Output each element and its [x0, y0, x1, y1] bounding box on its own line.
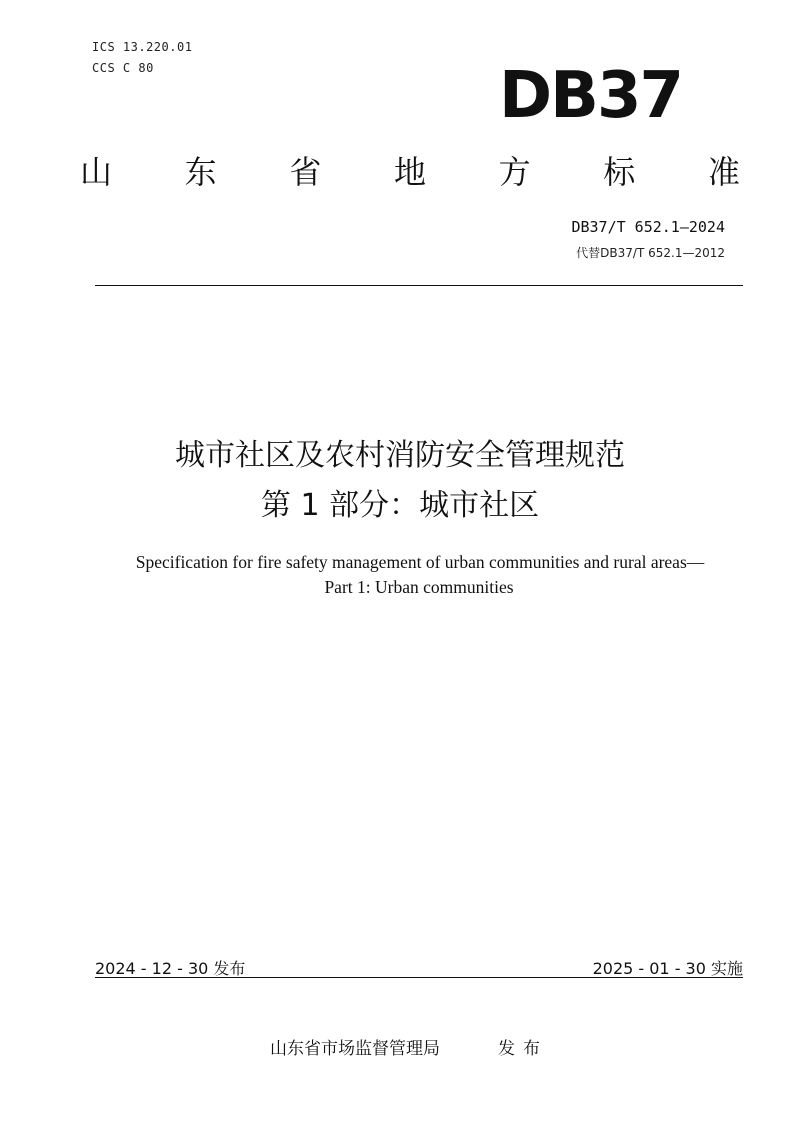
db37-logo: DB37	[499, 59, 682, 133]
standard-type-char: 省	[289, 153, 322, 191]
title-en-line1: Specification for fire safety management of urban communities and rural areas—	[135, 552, 705, 572]
standard-type-char: 方	[498, 153, 531, 191]
implementation-date: 2025 - 01 - 30 实施	[592, 959, 743, 978]
issuing-action: 发布	[498, 1039, 548, 1059]
standard-type-char: 标	[603, 153, 636, 191]
standard-type-char: 山	[80, 153, 113, 191]
standard-type-char: 准	[707, 153, 740, 191]
standard-type-heading	[80, 152, 740, 192]
header-divider	[95, 285, 743, 286]
ccs-code: CCS C 80	[92, 61, 154, 75]
footer-divider	[95, 977, 743, 978]
issue-date: 2024 - 12 - 30 发布	[95, 959, 246, 978]
standard-type-char: 地	[393, 153, 426, 191]
standard-type-char: 东	[184, 153, 217, 191]
ics-code: ICS 13.220.01	[92, 40, 193, 54]
issuing-authority: 山东省市场监督管理局	[270, 1039, 440, 1059]
title-cn-line1: 城市社区及农村消防安全管理规范	[175, 438, 625, 473]
title-en-line2: Part 1: Urban communities	[324, 577, 514, 597]
replaced-standard: 代替DB37/T 652.1—2012	[576, 246, 725, 260]
standard-number: DB37/T 652.1—2024	[571, 218, 725, 236]
title-cn-line2: 第 1 部分：城市社区	[260, 488, 540, 523]
